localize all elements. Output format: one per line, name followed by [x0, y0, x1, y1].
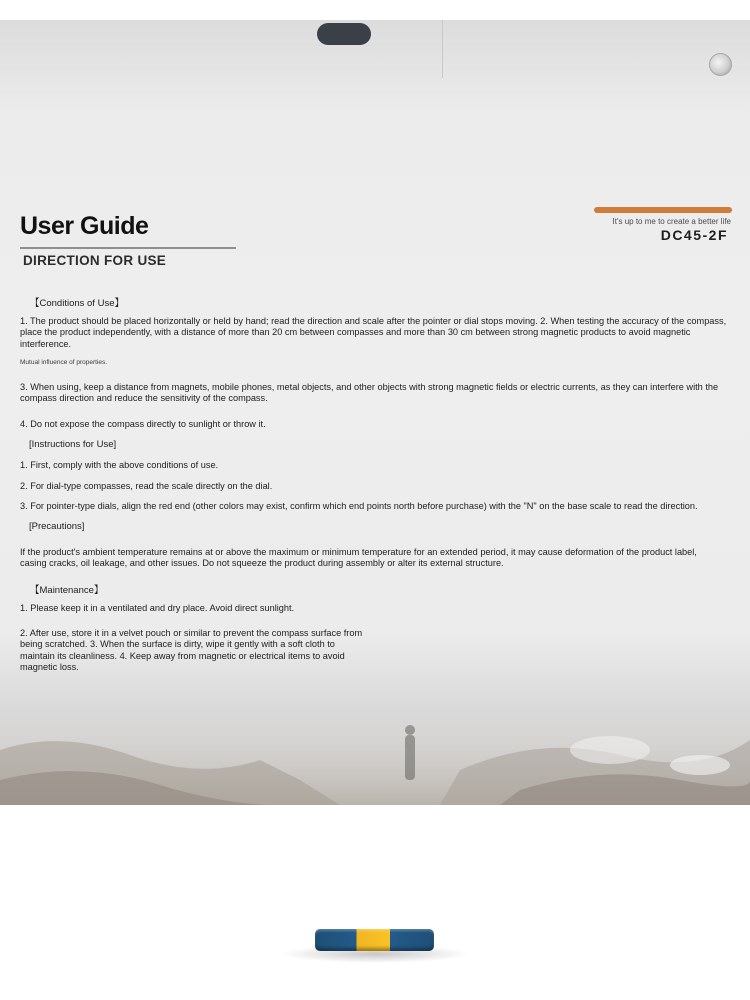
hero-banner	[0, 20, 750, 805]
instruction-item-2: 2. For dial-type compasses, read the scale directly on the dial.	[20, 481, 273, 491]
page-subtitle: DIRECTION FOR USE	[23, 253, 167, 268]
conditions-paragraph-1: 1. The product should be placed horizontally or held by hand; read the direction and scale after the pointer or dial stops moving. 2. When testing the accuracy of the compass, place the product independently, with a distance of more than 20 cm between compasses and more than 30 cm between strong magnetic products to avoid magnetic interference.	[20, 316, 727, 349]
product-scale-image	[315, 929, 434, 951]
model-number: DC45-2F	[660, 227, 728, 243]
tagline: It's up to me to create a better life	[612, 217, 731, 226]
nav-divider	[442, 20, 443, 78]
conditions-paragraph-3: 3. When using, keep a distance from magnets, mobile phones, metal objects, and other objects with strong magnetic fields or electric currents, as they can interfere with the compass direction and reduce the sensitivity of the compass.	[20, 382, 719, 404]
conditions-paragraph-4: 4. Do not expose the compass directly to sunlight or throw it.	[20, 419, 266, 429]
rocky-landscape-image	[0, 710, 750, 805]
maintenance-heading: 【Maintenance】	[30, 585, 104, 596]
instruction-item-1: 1. First, comply with the above conditions of use.	[20, 460, 219, 470]
maintenance-paragraph-2: 2. After use, store it in a velvet pouch or similar to prevent the compass surface from being scratched. 3. When the surface is dirty, wipe it gently with a soft cloth to maintain its cleanliness. 4. Keep away from magnetic or electrical items to avoid magnetic loss.	[20, 628, 363, 672]
precautions-heading: [Precautions]	[29, 521, 85, 532]
page-title: User Guide	[20, 212, 149, 240]
mutual-influence-note: Mutual influence of properties.	[20, 359, 108, 366]
instructions-heading: [Instructions for Use]	[29, 439, 117, 450]
circle-icon[interactable]	[709, 53, 732, 76]
accent-bar	[594, 207, 732, 213]
title-divider	[20, 247, 236, 249]
nav-pill[interactable]	[317, 23, 371, 45]
conditions-heading: 【Conditions of Use】	[30, 298, 124, 309]
instruction-item-3: 3. For pointer-type dials, align the red end (other colors may exist, confirm which end points north before purchase) with the "N" on the base scale to read the direction.	[20, 501, 698, 511]
maintenance-paragraph-1: 1. Please keep it in a ventilated and dry place. Avoid direct sunlight.	[20, 603, 295, 613]
precautions-paragraph: If the product's ambient temperature remains at or above the maximum or minimum temperature for an extended period, it may cause deformation of the product label, casing cracks, oil leakage, and other issues. Do not squeeze the product during assembly or alter its external structure.	[20, 547, 697, 569]
